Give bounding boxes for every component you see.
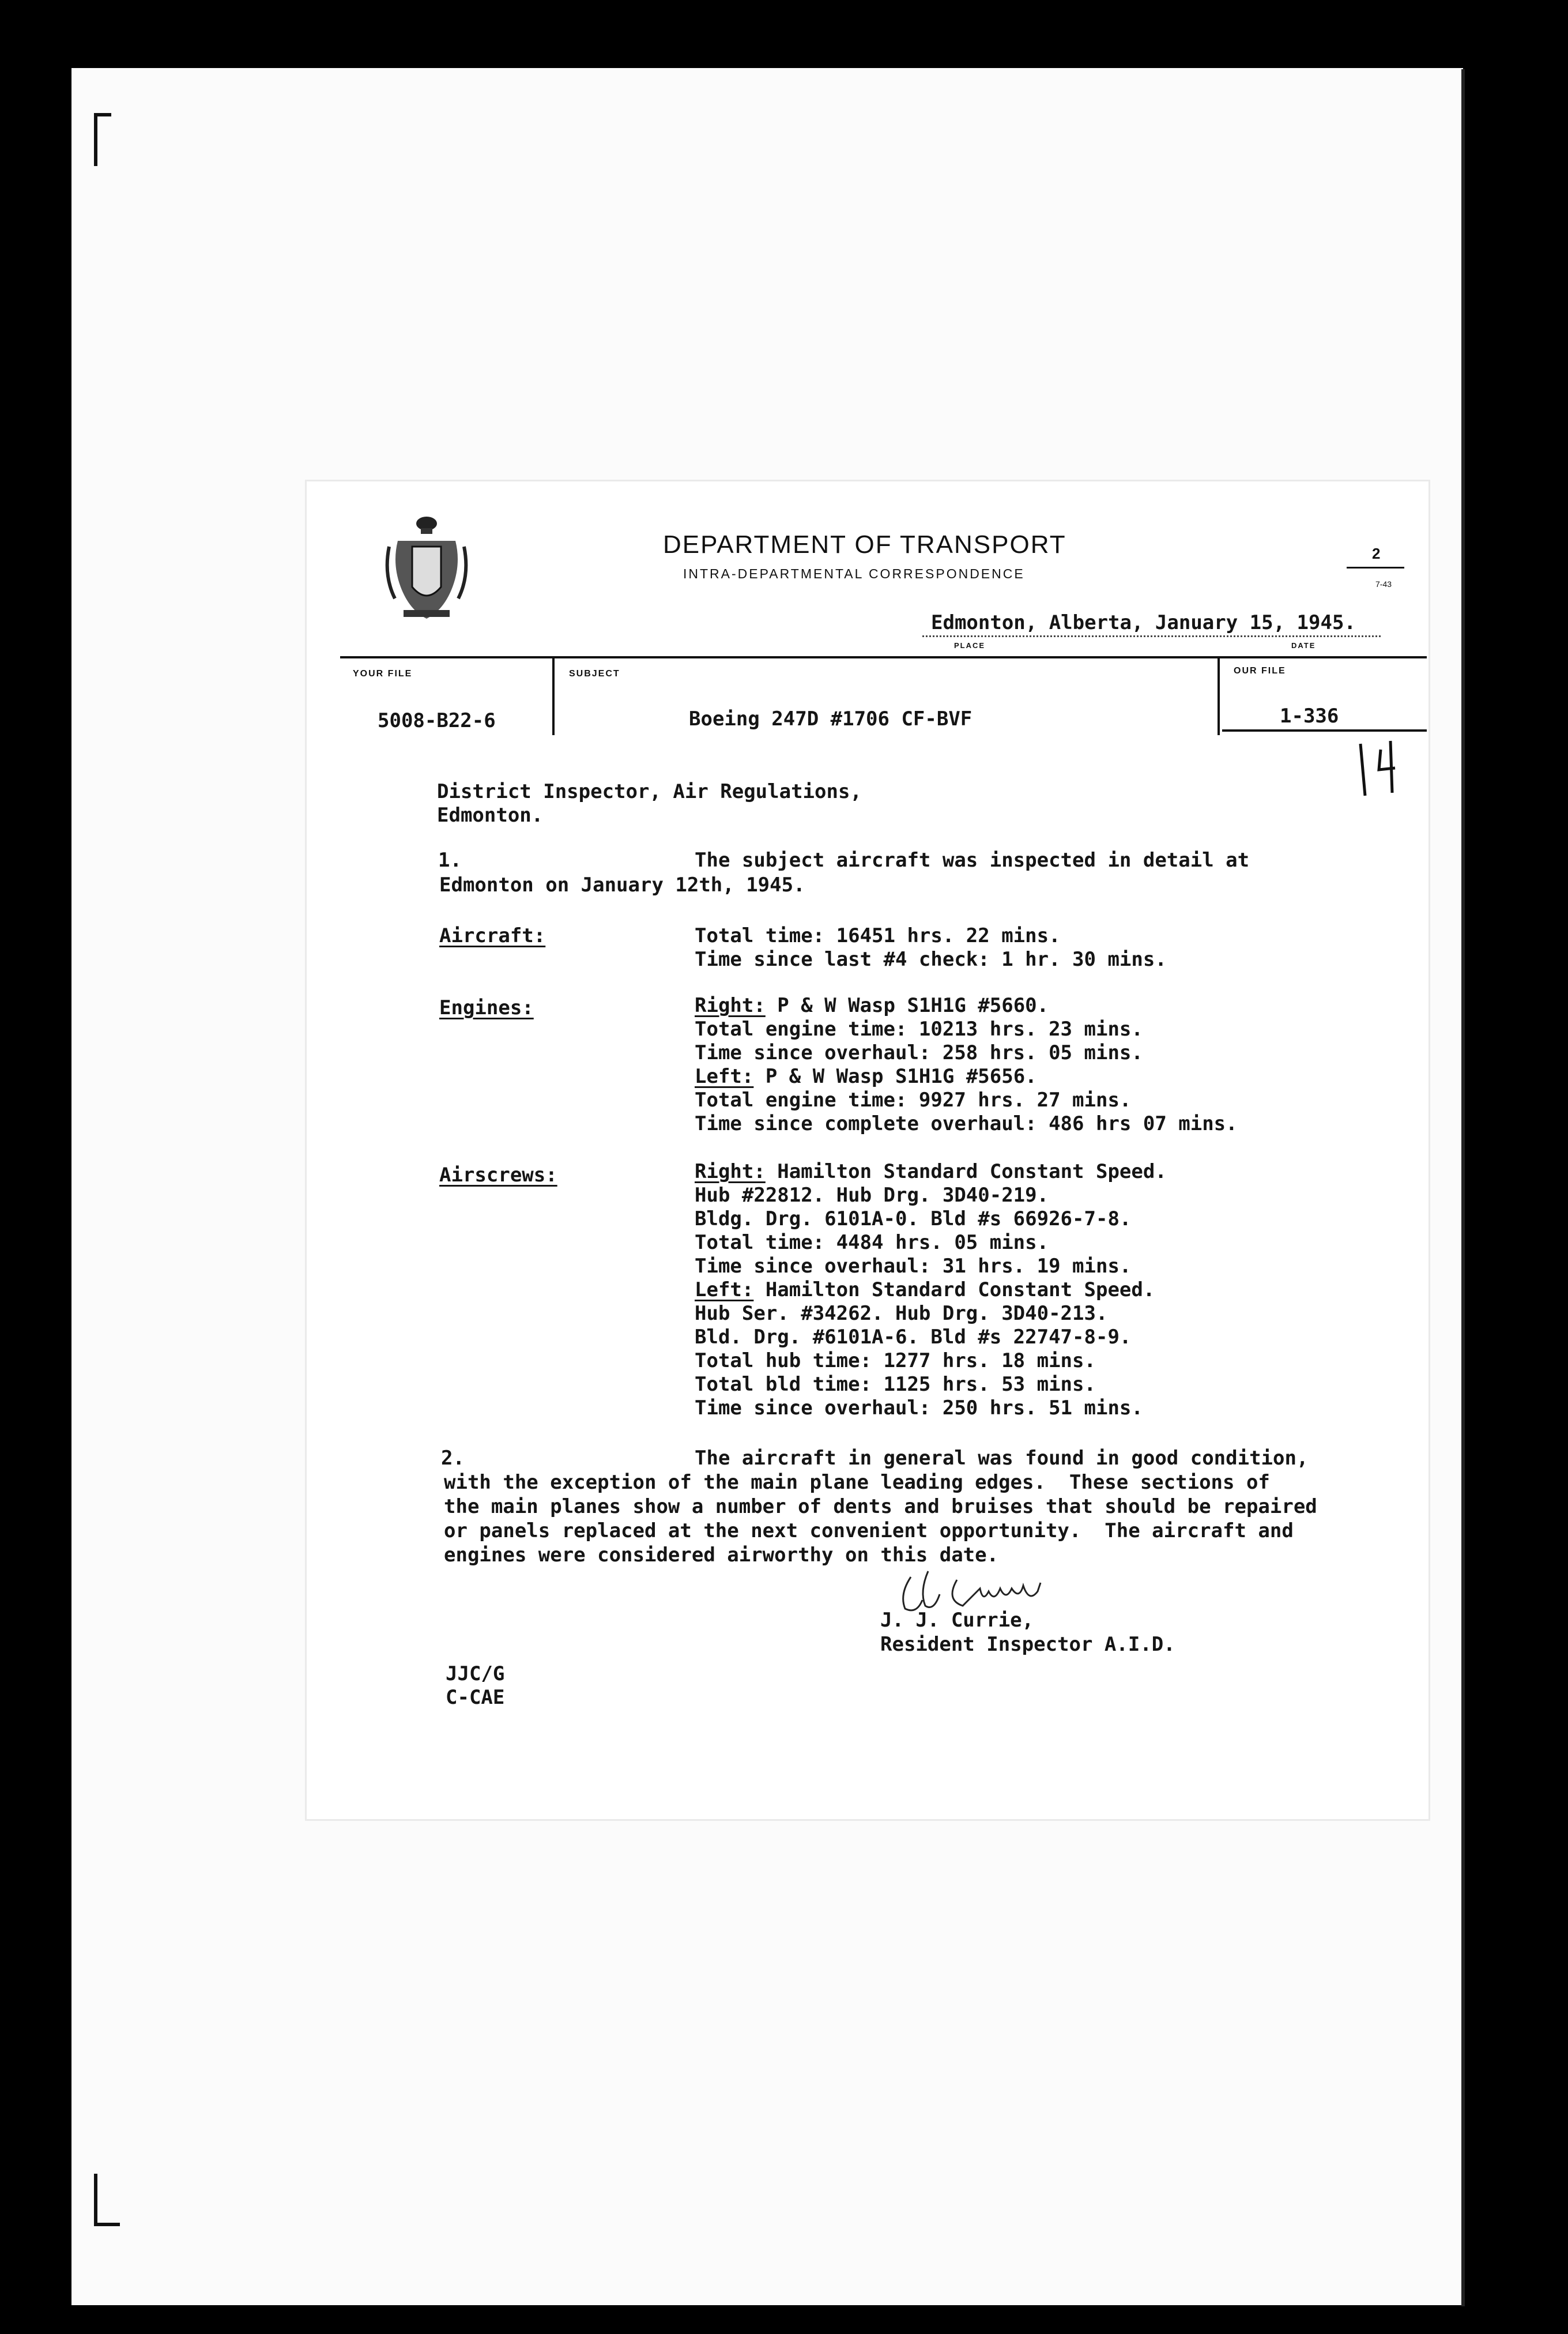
crop-mark-bottom-left — [94, 2174, 97, 2226]
subject-value: Boeing 247D #1706 CF-BVF — [689, 707, 973, 731]
para2-line: the main planes show a number of dents and bruises that should be repaired — [444, 1495, 1317, 1518]
aircraft-label: Aircraft: — [439, 924, 546, 947]
para2-line: with the exception of the main plane leading edges. These sections of — [444, 1471, 1270, 1494]
date-label: DATE — [1291, 641, 1316, 650]
file-box-divider — [552, 657, 555, 735]
airscrew-left-line — [695, 1278, 1155, 1301]
right-label: Right: — [695, 1160, 766, 1183]
right-label: Right: — [695, 994, 766, 1017]
coat-of-arms-crest — [380, 512, 473, 627]
addressee-line-2: Edmonton. — [437, 804, 544, 827]
engine-right-model: P & W Wasp S1H1G #5660. — [765, 994, 1049, 1017]
airscrew-left-model: Hamilton Standard Constant Speed. — [753, 1278, 1155, 1301]
scan-edge-right — [1461, 69, 1465, 2306]
airscrew-line: Time since overhaul: 31 hrs. 19 mins. — [695, 1255, 1132, 1278]
left-label: Left: — [695, 1278, 754, 1301]
subject-label: SUBJECT — [569, 669, 620, 679]
reference-initials: JJC/G — [446, 1662, 505, 1685]
airscrew-line: Total hub time: 1277 hrs. 18 mins. — [695, 1349, 1096, 1372]
airscrew-line: Hub Ser. #34262. Hub Drg. 3D40-213. — [695, 1302, 1108, 1325]
engine-line: Time since complete overhaul: 486 hrs 07 mins. — [695, 1112, 1238, 1135]
department-subtitle: INTRA-DEPARTMENTAL CORRESPONDENCE — [683, 566, 1025, 581]
aircraft-line: Time since last #4 check: 1 hr. 30 mins. — [695, 948, 1167, 971]
department-title: DEPARTMENT OF TRANSPORT — [663, 530, 1066, 559]
crop-mark-top-left — [94, 113, 97, 166]
crop-mark-top-left-h — [94, 113, 111, 116]
form-date: 7-43 — [1375, 579, 1392, 589]
engine-left-line — [695, 1065, 1037, 1088]
file-box-top-rule — [340, 656, 1427, 658]
engine-line: Total engine time: 9927 hrs. 27 mins. — [695, 1089, 1132, 1112]
form-number-rule — [1347, 567, 1404, 569]
place-date-dotted-line — [922, 635, 1381, 637]
signer-title: Resident Inspector A.I.D. — [880, 1633, 1175, 1656]
engine-right-line — [695, 994, 1049, 1017]
para1-number: 1. — [438, 849, 462, 872]
form-number: 2 — [1372, 545, 1381, 562]
file-box-divider — [1218, 657, 1220, 735]
our-file-label: OUR FILE — [1234, 666, 1286, 676]
airscrew-line: Total bld time: 1125 hrs. 53 mins. — [695, 1373, 1096, 1396]
airscrews-label: Airscrews: — [439, 1164, 557, 1187]
left-label: Left: — [695, 1065, 754, 1088]
para1-line-1: The subject aircraft was inspected in detail at — [695, 849, 1250, 872]
engines-label: Engines: — [439, 996, 534, 1019]
para2-number: 2. — [441, 1447, 465, 1470]
para2-line: or panels replaced at the next convenient opportunity. The aircraft and — [444, 1519, 1294, 1542]
airscrew-line: Bld. Drg. #6101A-6. Bld #s 22747-8-9. — [695, 1326, 1132, 1349]
airscrew-line: Total time: 4484 hrs. 05 mins. — [695, 1231, 1049, 1254]
airscrew-line: Time since overhaul: 250 hrs. 51 mins. — [695, 1396, 1143, 1420]
reference-cc: C-CAE — [446, 1686, 505, 1709]
handwritten-page-mark — [1349, 738, 1418, 801]
your-file-value: 5008-B22-6 — [378, 709, 496, 732]
para1-line-2: Edmonton on January 12th, 1945. — [439, 874, 805, 897]
our-file-value: 1-336 — [1280, 705, 1339, 728]
engine-left-model: P & W Wasp S1H1G #5656. — [753, 1065, 1037, 1088]
crop-mark-bottom-left-h — [94, 2223, 120, 2226]
file-box-bottom-rule — [1222, 729, 1427, 732]
aircraft-line: Total time: 16451 hrs. 22 mins. — [695, 924, 1061, 947]
para2-line: The aircraft in general was found in good condition, — [695, 1447, 1309, 1470]
engine-line: Total engine time: 10213 hrs. 23 mins. — [695, 1018, 1143, 1041]
your-file-label: YOUR FILE — [353, 669, 413, 679]
airscrew-line: Bldg. Drg. 6101A-0. Bld #s 66926-7-8. — [695, 1207, 1132, 1230]
place-date: Edmonton, Alberta, January 15, 1945. — [931, 611, 1356, 634]
airscrew-right-line — [695, 1160, 1167, 1183]
signer-name: J. J. Currie, — [880, 1609, 1034, 1632]
place-label: PLACE — [954, 641, 986, 650]
addressee-line-1: District Inspector, Air Regulations, — [437, 780, 862, 803]
airscrew-right-model: Hamilton Standard Constant Speed. — [765, 1160, 1167, 1183]
airscrew-line: Hub #22812. Hub Drg. 3D40-219. — [695, 1184, 1049, 1207]
para2-line: engines were considered airworthy on this date. — [444, 1544, 999, 1567]
engine-line: Time since overhaul: 258 hrs. 05 mins. — [695, 1041, 1143, 1064]
